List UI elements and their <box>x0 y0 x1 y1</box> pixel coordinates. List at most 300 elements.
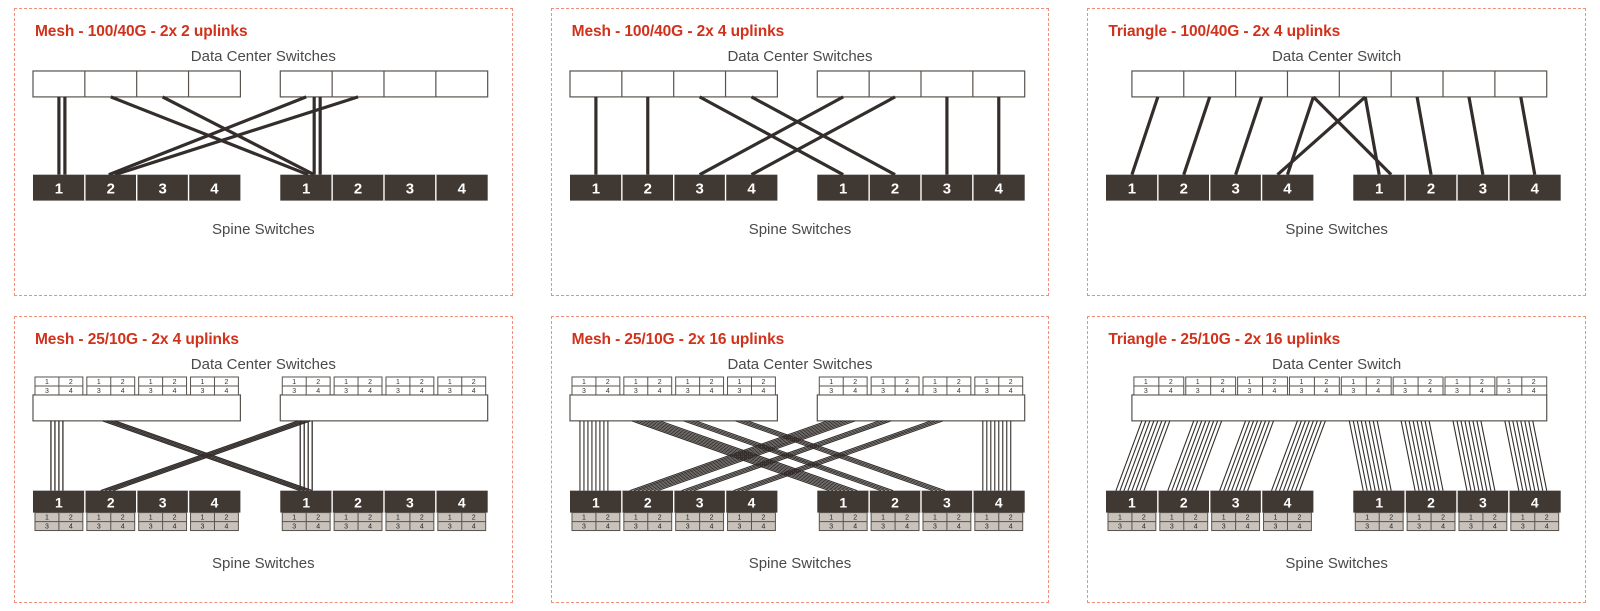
svg-text:1: 1 <box>447 378 452 386</box>
topology-stage <box>29 373 498 551</box>
svg-text:3: 3 <box>1507 387 1512 395</box>
svg-text:1: 1 <box>685 378 690 386</box>
spine-group-left <box>1106 175 1313 201</box>
spine-group-right <box>817 490 1024 530</box>
spine-port-label: 2 <box>890 494 899 511</box>
svg-text:2: 2 <box>761 378 766 386</box>
spine-breakout-modules-left <box>572 512 775 530</box>
svg-text:2: 2 <box>419 378 424 386</box>
svg-text:2: 2 <box>1545 514 1549 522</box>
svg-text:2: 2 <box>709 514 714 522</box>
svg-text:2: 2 <box>368 514 372 522</box>
uplink-cables <box>51 420 312 490</box>
svg-text:4: 4 <box>68 387 73 395</box>
svg-text:1: 1 <box>984 378 989 386</box>
svg-text:4: 4 <box>852 387 857 395</box>
svg-text:1: 1 <box>581 378 586 386</box>
spine-port-label: 4 <box>457 180 466 198</box>
dc-switch-chassis-right <box>280 71 487 97</box>
svg-text:1: 1 <box>447 514 452 522</box>
spine-group-right <box>280 490 487 530</box>
bottom-label: Spine Switches <box>212 554 315 572</box>
svg-text:4: 4 <box>1376 387 1381 395</box>
svg-text:1: 1 <box>1118 514 1123 522</box>
svg-text:1: 1 <box>96 514 101 522</box>
bottom-label: Spine Switches <box>748 221 852 238</box>
spine-port-label: 4 <box>747 494 756 511</box>
svg-text:3: 3 <box>447 523 452 531</box>
svg-text:4: 4 <box>1008 387 1013 395</box>
uplink-cables <box>1132 97 1535 175</box>
svg-text:2: 2 <box>368 378 372 386</box>
spine-group-left <box>1106 490 1313 530</box>
spine-breakout-modules-left <box>1108 512 1311 530</box>
svg-text:4: 4 <box>368 387 372 395</box>
spine-port-label: 3 <box>1231 180 1241 198</box>
spine-port-label: 3 <box>406 494 414 511</box>
svg-text:3: 3 <box>1455 387 1460 395</box>
svg-text:3: 3 <box>581 387 586 395</box>
svg-text:1: 1 <box>148 514 153 522</box>
svg-text:2: 2 <box>224 378 229 386</box>
bottom-label: Spine Switches <box>1285 554 1388 572</box>
spine-breakout-modules-right <box>1356 512 1559 530</box>
topology-stage <box>29 65 498 217</box>
svg-text:4: 4 <box>605 387 610 395</box>
spine-port-label: 1 <box>1375 180 1384 198</box>
svg-text:4: 4 <box>1245 523 1250 531</box>
svg-text:1: 1 <box>1365 514 1370 522</box>
svg-text:1: 1 <box>96 378 101 386</box>
svg-text:2: 2 <box>1008 514 1013 522</box>
svg-text:1: 1 <box>1417 514 1422 522</box>
panel-title: Triangle - 25/10G - 2x 16 uplinks <box>1108 330 1341 348</box>
spine-group-right <box>817 175 1024 201</box>
panel-triangle-25-10g-2x16 <box>1087 316 1586 604</box>
spine-port-label: 2 <box>354 494 362 511</box>
svg-text:3: 3 <box>685 523 690 531</box>
svg-text:2: 2 <box>1008 378 1013 386</box>
svg-text:1: 1 <box>737 514 742 522</box>
svg-text:4: 4 <box>1008 523 1013 531</box>
svg-text:4: 4 <box>68 523 73 531</box>
svg-text:2: 2 <box>68 514 73 522</box>
svg-text:1: 1 <box>828 514 833 522</box>
uplink-cables <box>1116 420 1547 490</box>
svg-text:1: 1 <box>1222 514 1226 522</box>
spine-port-label: 3 <box>158 180 167 198</box>
spine-port-label: 2 <box>643 180 652 198</box>
svg-text:2: 2 <box>68 378 73 386</box>
svg-text:2: 2 <box>852 378 857 386</box>
panel-title: Mesh - 25/10G - 2x 4 uplinks <box>35 330 239 348</box>
svg-text:4: 4 <box>172 523 177 531</box>
svg-text:2: 2 <box>956 514 961 522</box>
svg-text:2: 2 <box>657 514 662 522</box>
svg-text:2: 2 <box>1324 378 1329 386</box>
svg-text:2: 2 <box>605 514 610 522</box>
spine-group-right <box>1354 175 1561 201</box>
spine-port-label: 2 <box>1427 494 1436 511</box>
panel-mesh-100-40g-2x2 <box>14 8 513 296</box>
uplink-cables <box>596 97 999 175</box>
svg-text:3: 3 <box>447 387 452 395</box>
svg-text:4: 4 <box>761 523 766 531</box>
svg-text:2: 2 <box>120 378 125 386</box>
svg-text:2: 2 <box>1169 378 1174 386</box>
uplink-cables <box>580 420 1011 490</box>
svg-text:1: 1 <box>148 378 153 386</box>
svg-text:3: 3 <box>344 387 349 395</box>
svg-text:3: 3 <box>1247 387 1252 395</box>
svg-text:2: 2 <box>1532 378 1537 386</box>
svg-text:2: 2 <box>120 514 125 522</box>
svg-text:4: 4 <box>657 523 662 531</box>
svg-text:1: 1 <box>1403 378 1408 386</box>
dc-switch-chassis-right <box>817 71 1024 97</box>
svg-text:2: 2 <box>1428 378 1433 386</box>
spine-port-label: 3 <box>695 494 704 511</box>
svg-text:4: 4 <box>852 523 857 531</box>
svg-text:3: 3 <box>1351 387 1356 395</box>
top-label: Data Center Switch <box>1272 48 1402 65</box>
svg-text:1: 1 <box>395 514 400 522</box>
svg-text:4: 4 <box>1272 387 1277 395</box>
svg-text:4: 4 <box>1142 523 1147 531</box>
dc-switch-chassis <box>1132 376 1547 420</box>
spine-port-label: 3 <box>695 180 704 198</box>
svg-text:1: 1 <box>1521 514 1526 522</box>
svg-text:3: 3 <box>1118 523 1123 531</box>
svg-text:3: 3 <box>1417 523 1422 531</box>
dc-switch-chassis-right <box>280 376 487 420</box>
svg-text:3: 3 <box>1222 523 1226 531</box>
svg-text:3: 3 <box>1365 523 1370 531</box>
svg-text:3: 3 <box>395 387 400 395</box>
svg-text:1: 1 <box>344 514 349 522</box>
dc-breakout-modules <box>1134 376 1547 394</box>
svg-text:1: 1 <box>1144 378 1149 386</box>
svg-text:3: 3 <box>148 387 153 395</box>
svg-text:4: 4 <box>1441 523 1446 531</box>
spine-port-label: 2 <box>106 180 115 198</box>
spine-breakout-modules-left <box>35 512 238 530</box>
svg-text:1: 1 <box>1273 514 1278 522</box>
top-label: Data Center Switches <box>727 48 873 65</box>
spine-breakout-modules-right <box>282 512 485 530</box>
svg-text:2: 2 <box>1245 514 1250 522</box>
svg-text:2: 2 <box>1376 378 1381 386</box>
svg-text:3: 3 <box>292 523 297 531</box>
svg-text:3: 3 <box>1273 523 1278 531</box>
spine-group-left <box>570 490 777 530</box>
svg-text:4: 4 <box>605 523 610 531</box>
spine-port-label: 2 <box>890 180 899 198</box>
spine-port-label: 1 <box>302 180 311 198</box>
svg-text:2: 2 <box>956 378 961 386</box>
spine-port-label: 1 <box>1128 494 1137 511</box>
svg-text:3: 3 <box>984 387 989 395</box>
svg-text:4: 4 <box>1545 523 1549 531</box>
svg-text:2: 2 <box>1493 514 1498 522</box>
svg-text:3: 3 <box>1521 523 1526 531</box>
svg-text:2: 2 <box>1297 514 1302 522</box>
spine-port-label: 4 <box>210 180 219 198</box>
dc-switch-chassis-left <box>33 376 240 420</box>
topology-stage <box>1102 373 1571 551</box>
panel-triangle-100-40g-2x4 <box>1087 8 1586 296</box>
svg-text:1: 1 <box>200 514 205 522</box>
svg-text:2: 2 <box>1142 514 1147 522</box>
svg-text:3: 3 <box>828 523 833 531</box>
svg-text:4: 4 <box>172 387 177 395</box>
svg-text:4: 4 <box>1324 387 1329 395</box>
svg-text:2: 2 <box>657 378 662 386</box>
svg-text:2: 2 <box>1389 514 1394 522</box>
svg-text:2: 2 <box>904 514 909 522</box>
svg-text:2: 2 <box>1480 378 1485 386</box>
svg-text:3: 3 <box>200 387 205 395</box>
topology-stage <box>1102 65 1571 217</box>
svg-text:3: 3 <box>200 523 205 531</box>
spine-port-label: 2 <box>106 494 115 511</box>
svg-text:4: 4 <box>904 523 909 531</box>
spine-port-label: 2 <box>1180 494 1188 511</box>
panel-title: Mesh - 100/40G - 2x 4 uplinks <box>571 23 785 40</box>
bottom-label: Spine Switches <box>1285 221 1388 238</box>
spine-port-label: 4 <box>1283 180 1292 198</box>
dc-switch-chassis <box>1132 71 1547 97</box>
svg-text:1: 1 <box>932 378 937 386</box>
spine-port-label: 3 <box>942 180 951 198</box>
svg-text:2: 2 <box>316 378 321 386</box>
svg-text:2: 2 <box>172 378 177 386</box>
dc-switch-chassis-left <box>570 71 777 97</box>
svg-text:1: 1 <box>880 378 885 386</box>
svg-text:4: 4 <box>1221 387 1225 395</box>
svg-text:4: 4 <box>471 387 476 395</box>
svg-text:4: 4 <box>709 523 714 531</box>
svg-text:2: 2 <box>709 378 714 386</box>
spine-port-label: 4 <box>994 494 1003 511</box>
spine-port-label: 1 <box>55 494 63 511</box>
svg-text:3: 3 <box>1196 387 1200 395</box>
svg-text:1: 1 <box>1170 514 1175 522</box>
svg-text:4: 4 <box>120 387 125 395</box>
spine-port-label: 1 <box>302 494 311 511</box>
top-label: Data Center Switches <box>727 355 873 373</box>
svg-text:2: 2 <box>605 378 610 386</box>
svg-text:3: 3 <box>828 387 833 395</box>
spine-port-label: 2 <box>1427 180 1436 198</box>
svg-text:3: 3 <box>1403 387 1408 395</box>
spine-group-right <box>280 175 487 201</box>
top-label: Data Center Switches <box>190 48 336 65</box>
svg-text:3: 3 <box>292 387 297 395</box>
svg-text:1: 1 <box>45 378 49 386</box>
bottom-label: Spine Switches <box>748 554 852 572</box>
spine-port-label: 3 <box>158 494 167 511</box>
svg-text:2: 2 <box>761 514 766 522</box>
svg-text:1: 1 <box>1507 378 1512 386</box>
svg-text:1: 1 <box>581 514 586 522</box>
spine-breakout-modules-right <box>819 512 1022 530</box>
dc-breakout-modules-left <box>572 376 775 394</box>
svg-text:4: 4 <box>1389 523 1394 531</box>
svg-text:4: 4 <box>419 387 424 395</box>
svg-text:1: 1 <box>1455 378 1460 386</box>
panel-mesh-25-10g-2x4 <box>14 316 513 604</box>
svg-text:4: 4 <box>956 387 961 395</box>
svg-text:2: 2 <box>904 378 909 386</box>
svg-text:1: 1 <box>1247 378 1252 386</box>
svg-text:2: 2 <box>172 514 177 522</box>
svg-text:1: 1 <box>292 514 297 522</box>
spine-port-label: 1 <box>1375 494 1384 511</box>
svg-text:4: 4 <box>1297 523 1302 531</box>
svg-text:1: 1 <box>1469 514 1474 522</box>
svg-text:2: 2 <box>471 378 476 386</box>
spine-port-label: 4 <box>1531 494 1539 511</box>
dc-breakout-modules-right <box>282 376 485 394</box>
svg-text:4: 4 <box>316 523 321 531</box>
spine-group-left <box>570 175 777 201</box>
panel-mesh-25-10g-2x16 <box>551 316 1050 604</box>
dc-breakout-modules-right <box>819 376 1022 394</box>
spine-port-label: 2 <box>643 494 652 511</box>
spine-port-label: 3 <box>1479 494 1488 511</box>
svg-text:3: 3 <box>45 523 49 531</box>
svg-text:4: 4 <box>1169 387 1174 395</box>
svg-text:3: 3 <box>45 387 49 395</box>
svg-text:2: 2 <box>224 514 229 522</box>
spine-group-left <box>33 175 240 201</box>
svg-text:4: 4 <box>761 387 766 395</box>
svg-text:4: 4 <box>657 387 662 395</box>
panel-mesh-100-40g-2x4 <box>551 8 1050 296</box>
svg-text:1: 1 <box>1299 378 1304 386</box>
spine-port-label: 2 <box>353 180 363 198</box>
svg-text:4: 4 <box>419 523 424 531</box>
svg-text:3: 3 <box>344 523 349 531</box>
svg-text:3: 3 <box>633 523 638 531</box>
svg-text:3: 3 <box>633 387 638 395</box>
svg-text:4: 4 <box>120 523 125 531</box>
svg-text:3: 3 <box>880 523 885 531</box>
spine-port-label: 1 <box>54 180 64 198</box>
svg-text:3: 3 <box>148 523 153 531</box>
spine-port-label: 1 <box>838 494 847 511</box>
svg-text:3: 3 <box>737 387 742 395</box>
svg-text:3: 3 <box>984 523 989 531</box>
spine-port-label: 4 <box>1283 494 1292 511</box>
topology-stage <box>566 65 1035 217</box>
svg-text:2: 2 <box>1194 514 1199 522</box>
spine-port-label: 1 <box>838 180 848 198</box>
svg-text:3: 3 <box>880 387 885 395</box>
svg-text:2: 2 <box>316 514 321 522</box>
svg-text:3: 3 <box>1469 523 1474 531</box>
panel-title: Mesh - 100/40G - 2x 2 uplinks <box>35 23 248 40</box>
svg-text:4: 4 <box>709 387 714 395</box>
spine-group-left <box>33 490 240 530</box>
dc-switch-chassis-left <box>570 376 777 420</box>
svg-text:1: 1 <box>828 378 833 386</box>
svg-text:1: 1 <box>737 378 742 386</box>
svg-text:1: 1 <box>1196 378 1200 386</box>
svg-text:3: 3 <box>1299 387 1304 395</box>
spine-port-label: 2 <box>1179 180 1189 198</box>
svg-text:1: 1 <box>633 378 638 386</box>
svg-text:4: 4 <box>368 523 372 531</box>
svg-text:1: 1 <box>292 378 297 386</box>
dc-switch-chassis-right <box>817 376 1024 420</box>
svg-text:1: 1 <box>45 514 49 522</box>
svg-text:4: 4 <box>1194 523 1199 531</box>
svg-text:2: 2 <box>1441 514 1446 522</box>
spine-port-label: 4 <box>1530 180 1540 198</box>
svg-text:4: 4 <box>1428 387 1433 395</box>
uplink-cables <box>59 97 358 175</box>
spine-group-right <box>1354 490 1561 530</box>
svg-text:4: 4 <box>224 387 229 395</box>
spine-port-label: 3 <box>405 180 415 198</box>
svg-text:3: 3 <box>96 387 101 395</box>
svg-text:2: 2 <box>1221 378 1225 386</box>
svg-text:4: 4 <box>1532 387 1537 395</box>
panel-title: Triangle - 100/40G - 2x 4 uplinks <box>1108 23 1341 40</box>
svg-text:2: 2 <box>852 514 857 522</box>
svg-text:4: 4 <box>224 523 229 531</box>
svg-text:3: 3 <box>737 523 742 531</box>
svg-text:1: 1 <box>932 514 937 522</box>
svg-text:3: 3 <box>1170 523 1175 531</box>
spine-port-label: 1 <box>591 494 600 511</box>
svg-text:2: 2 <box>1272 378 1277 386</box>
spine-port-label: 3 <box>1479 180 1488 198</box>
svg-text:3: 3 <box>685 387 690 395</box>
dc-breakout-modules-left <box>35 376 238 394</box>
spine-port-label: 1 <box>591 180 600 198</box>
svg-text:1: 1 <box>984 514 989 522</box>
spine-port-label: 4 <box>457 494 466 511</box>
svg-text:3: 3 <box>1144 387 1149 395</box>
svg-text:1: 1 <box>395 378 400 386</box>
svg-text:4: 4 <box>316 387 321 395</box>
svg-text:4: 4 <box>956 523 961 531</box>
bottom-label: Spine Switches <box>212 221 315 238</box>
svg-text:3: 3 <box>395 523 400 531</box>
svg-text:4: 4 <box>1480 387 1485 395</box>
svg-text:3: 3 <box>932 387 937 395</box>
spine-port-label: 4 <box>746 180 756 198</box>
svg-text:1: 1 <box>633 514 638 522</box>
svg-text:4: 4 <box>904 387 909 395</box>
svg-text:1: 1 <box>200 378 205 386</box>
svg-text:1: 1 <box>880 514 885 522</box>
svg-text:4: 4 <box>471 523 476 531</box>
svg-text:2: 2 <box>471 514 476 522</box>
svg-text:1: 1 <box>685 514 690 522</box>
svg-text:3: 3 <box>581 523 586 531</box>
svg-text:3: 3 <box>932 523 937 531</box>
spine-port-label: 4 <box>994 180 1003 198</box>
topology-stage <box>566 373 1035 551</box>
spine-port-label: 3 <box>1232 494 1240 511</box>
svg-text:3: 3 <box>96 523 101 531</box>
dc-switch-chassis-left <box>33 71 240 97</box>
top-label: Data Center Switch <box>1272 355 1402 373</box>
